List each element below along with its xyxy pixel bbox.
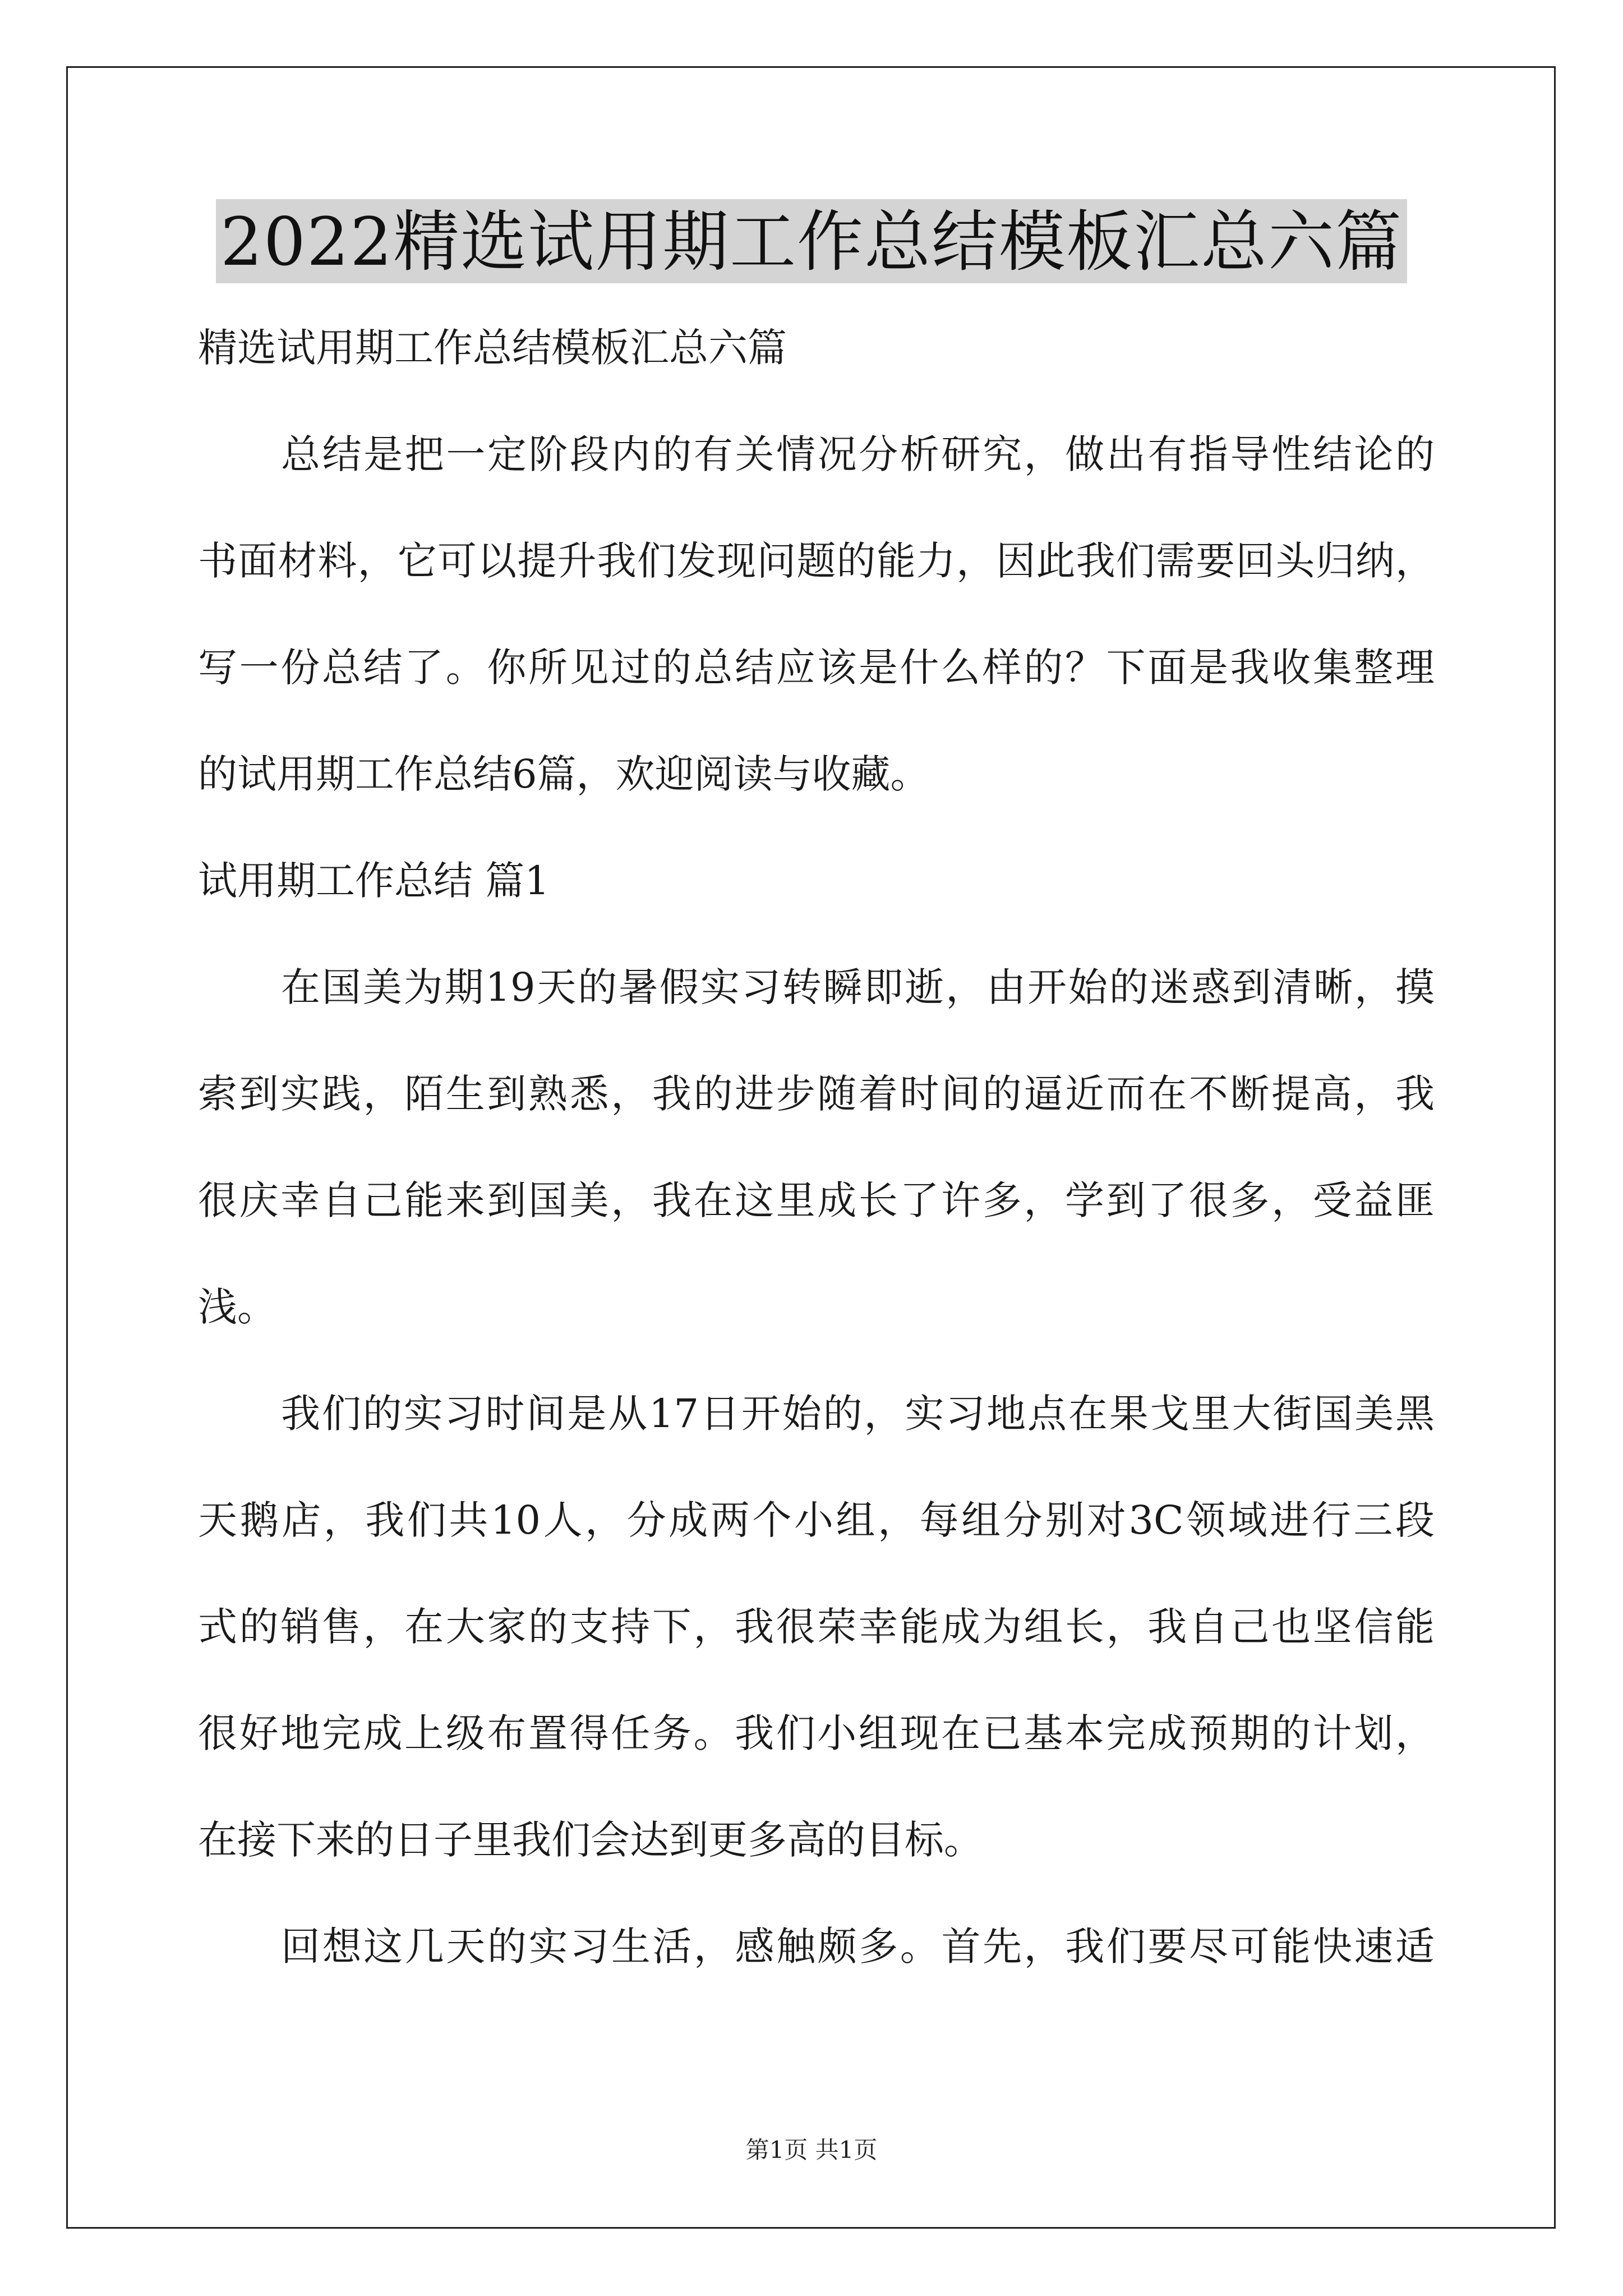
body-line: 浅。: [198, 1284, 276, 1330]
body-line: 很庆幸自己能来到国美，我在这里成长了许多，学到了很多，受益匪: [198, 1177, 1435, 1223]
body-line: 在国美为期19天的暑假实习转瞬即逝，由开始的迷惑到清晰，摸: [281, 964, 1435, 1010]
title-container: [0, 199, 1623, 283]
body-line: 总结是把一定阶段内的有关情况分析研究，做出有指导性结论的: [281, 431, 1435, 477]
body-line: 书面材料，它可以提升我们发现问题的能力，因此我们需要回头归纳，: [198, 538, 1435, 584]
body-line: 在接下来的日子里我们会达到更多高的目标。: [198, 1817, 983, 1863]
page-footer: 第1页 共1页: [745, 2136, 878, 2164]
body-line: 回想这几天的实习生活，感触颇多。首先，我们要尽可能快速适: [281, 1924, 1435, 1970]
body-line: 试用期工作总结 篇1: [198, 858, 550, 904]
body-line: 式的销售，在大家的支持下，我很荣幸能成为组长，我自己也坚信能: [198, 1604, 1435, 1650]
body-line: 我们的实习时间是从17日开始的，实习地点在果戈里大街国美黑: [281, 1391, 1435, 1437]
body-line: 索到实践，陌生到熟悉，我的进步随着时间的逼近而在不断提高，我: [198, 1071, 1435, 1117]
body-line: 的试用期工作总结6篇，欢迎阅读与收藏。: [198, 751, 930, 797]
body-line: 精选试用期工作总结模板汇总六篇: [198, 325, 787, 371]
document-title: 2022精选试用期工作总结模板汇总六篇: [216, 199, 1407, 283]
body-line: 天鹅店，我们共10人，分成两个小组，每组分别对3C领域进行三段: [198, 1497, 1435, 1543]
body-line: 很好地完成上级布置得任务。我们小组现在已基本完成预期的计划，: [198, 1710, 1435, 1756]
body-line: 写一份总结了。你所见过的总结应该是什么样的？下面是我收集整理: [198, 645, 1435, 691]
document-body: [198, 317, 1435, 2022]
